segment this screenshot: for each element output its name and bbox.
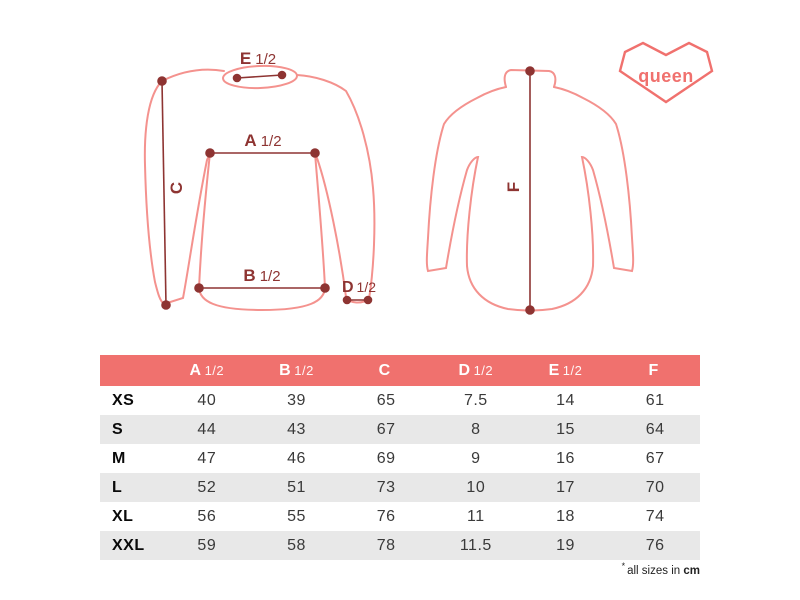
label-b: B 1/2 [243,266,281,285]
value-cell: 40 [197,391,217,409]
size-label: XS [112,391,135,409]
table-row [100,386,700,415]
measure-dot [344,297,351,304]
value-cell: 43 [287,420,306,438]
value-cell: 17 [556,478,575,496]
brand-logo-text: queen [638,66,694,86]
size-label: L [112,478,123,496]
measure-dot [321,284,329,292]
measure-dot [162,301,170,309]
value-cell: 19 [556,536,575,554]
table-header-row [100,355,700,386]
value-cell: 70 [645,478,665,496]
value-cell: 51 [287,478,306,496]
value-cell: 11 [467,507,485,525]
value-cell: 16 [556,449,575,467]
footnote-unit: cm [683,564,700,577]
value-cell: 56 [197,507,217,525]
table-row [100,531,700,560]
front-shoulder-line [162,70,224,81]
value-cell: 61 [645,391,665,409]
measure-dot [158,77,166,85]
label-c: C [167,181,186,195]
measure-dot [526,67,534,75]
header-col-b: B 1/2 [279,361,314,379]
size-label: S [112,420,124,438]
units-footnote [100,561,700,577]
size-label: M [112,449,126,467]
value-cell: 78 [376,536,396,554]
value-cell: 39 [287,391,306,409]
value-cell: 9 [471,449,481,467]
measure-dot [234,75,241,82]
value-cell: 46 [287,449,306,467]
value-cell: 52 [197,478,217,496]
value-cell: 14 [556,391,575,409]
asterisk: * [621,561,626,571]
value-cell: 76 [376,507,396,525]
value-cell: 47 [197,449,217,467]
label-f: F [504,181,523,193]
table-row [100,415,700,444]
label-d: D 1/2 [341,279,377,296]
value-cell: 44 [197,420,217,438]
table-row [100,444,700,473]
value-cell: 67 [645,449,665,467]
label-e: E 1/2 [239,49,277,68]
value-cell: 55 [287,507,306,525]
size-label: XXL [112,536,145,554]
value-cell: 69 [376,449,396,467]
value-cell: 15 [556,420,575,438]
value-cell: 8 [471,420,481,438]
label-a: A 1/2 [244,131,282,150]
value-cell: 74 [645,507,665,525]
measure-dot [311,149,319,157]
value-cell: 67 [376,420,396,438]
size-table [100,355,700,560]
back-measure-lines [526,67,534,314]
value-cell: 73 [376,478,396,496]
value-cell: 58 [287,536,306,554]
value-cell: 64 [645,420,665,438]
table-row [100,502,700,531]
measure-line-e [237,75,282,78]
size-label: XL [112,507,134,525]
measure-dot [206,149,214,157]
value-cell: 7.5 [463,391,488,409]
measure-line-c [162,81,166,305]
brand-logo [620,43,712,102]
header-col-f: F [648,361,659,379]
value-cell: 18 [556,507,575,525]
header-col-e: E 1/2 [548,361,583,379]
value-cell: 10 [466,478,486,496]
measure-dot [279,72,286,79]
header-col-a: A 1/2 [189,361,225,379]
value-cell: 59 [197,536,217,554]
measure-dot [365,297,372,304]
measure-dot [526,306,534,314]
value-cell: 65 [376,391,396,409]
header-col-c: C [378,361,391,379]
header-col-d: D 1/2 [458,361,494,379]
value-cell: 76 [645,536,665,554]
table-row [100,473,700,502]
value-cell: 11.5 [459,536,492,554]
measure-dot [195,284,203,292]
footnote-text: all sizes in [627,564,681,577]
